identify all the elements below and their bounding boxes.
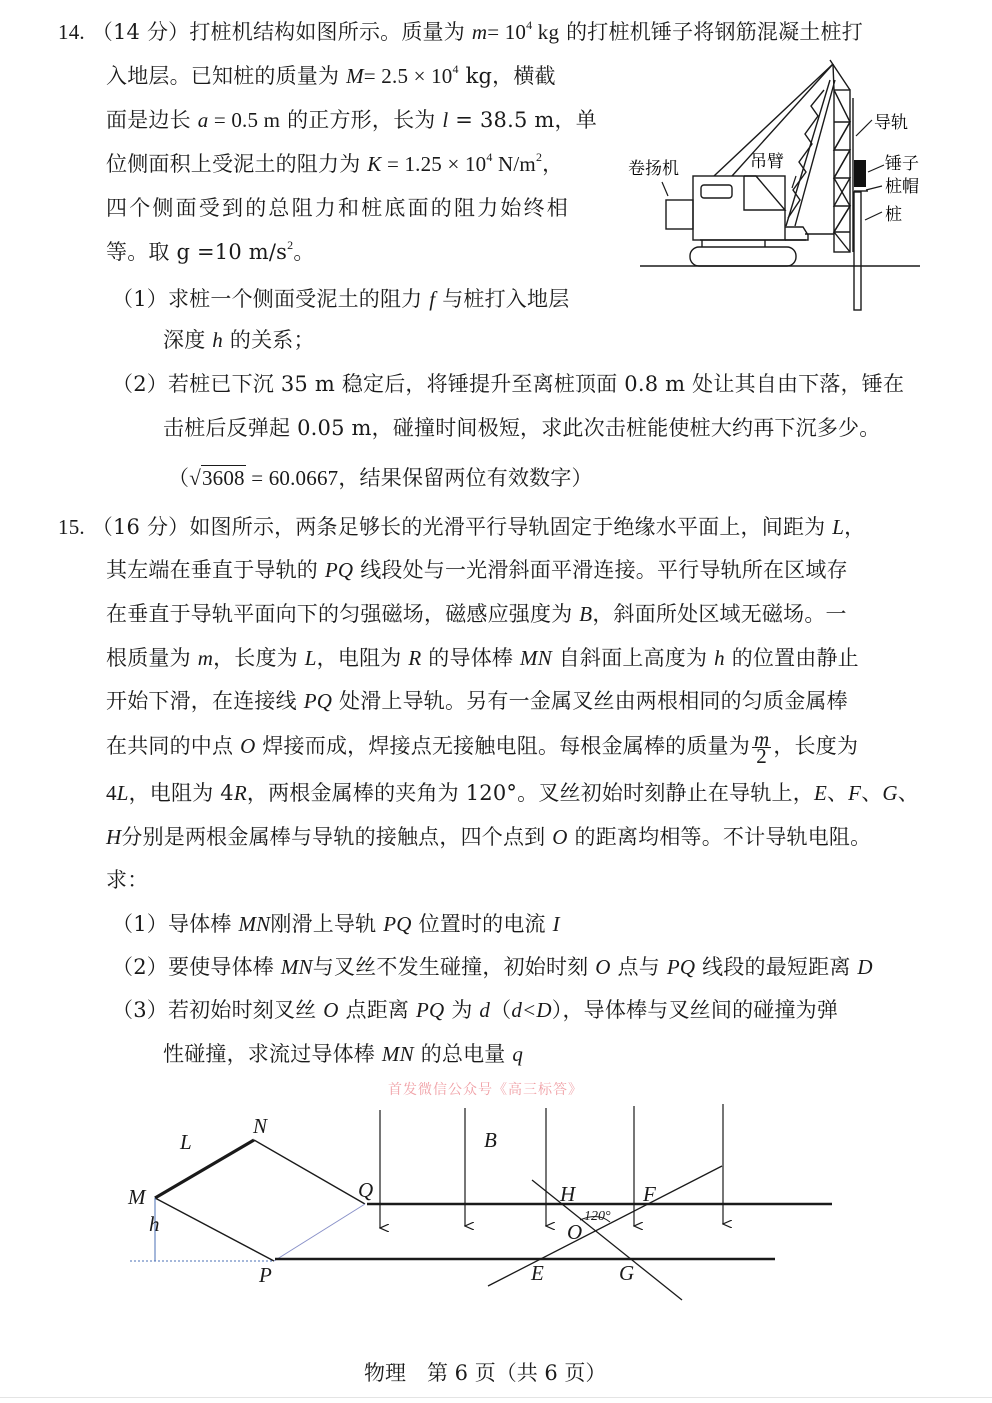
math-M-exp: 4 (452, 62, 459, 76)
math-m: m (471, 20, 488, 44)
q15-line7 (106, 779, 919, 807)
math-PQ: PQ (383, 912, 412, 936)
math-H: H (106, 825, 122, 849)
q15-line2 (106, 556, 848, 584)
q15-text: 线段的最短距离 (702, 955, 851, 979)
q14-sub1-text: 与桩打入地层 (442, 287, 570, 311)
q15-line9 (106, 866, 148, 894)
label-N: N (253, 1114, 268, 1138)
q14-sub2-text: 若桩已下沉 35 m 稳定后，将锤提升至离桩顶面 0.8 m 处让其自由下落，锤在 (167, 372, 905, 396)
label-h: h (149, 1212, 160, 1236)
math-K-unit: N/m (492, 152, 536, 176)
math-m-unit: kg (532, 20, 560, 44)
q14-sub2-label: （2） (112, 372, 168, 396)
q15-text: 如图所示，两条足够长的光滑平行导轨固定于绝缘水平面上，间距为 (189, 515, 826, 539)
label-M: M (128, 1185, 146, 1209)
hint-text: ，结果保留两位有效数字） (338, 466, 593, 490)
footer-rule (0, 1397, 992, 1398)
q14-line5 (106, 194, 570, 222)
math-m-exp: 4 (526, 18, 533, 32)
math-I: I (552, 912, 560, 936)
q15-text: 在垂直于导轨平面向下的匀强磁场，磁感应强度为 (106, 602, 573, 626)
q15-sub2-label: （2） (112, 955, 168, 979)
q14-sub2 (112, 370, 904, 398)
incline-edge-MP (155, 1198, 274, 1261)
math-m: m (197, 646, 214, 670)
math-K-exp: 4 (486, 150, 493, 164)
q14-sub1-line2 (163, 326, 315, 354)
label-G: G (619, 1261, 635, 1285)
q15-text: 的导体棒 (428, 646, 514, 670)
hint-paren: （ (168, 466, 190, 490)
label-rail: 导轨 (874, 113, 908, 133)
q15-text: 焊接而成，焊接点无接触电阻。每根金属棒的质量为 (262, 734, 750, 758)
math-B: B (579, 602, 593, 626)
crawler-track (690, 247, 796, 266)
q15-text: 为 (451, 998, 473, 1022)
q15-text: 的距离均相等。不计导轨电阻。 (574, 825, 872, 849)
q15-line3 (106, 600, 847, 628)
q15-text: 求： (106, 868, 149, 892)
q15-text: 开始下滑，在连接线 (106, 689, 297, 713)
q15-text: 自斜面上高度为 (558, 646, 708, 670)
math-L: L (116, 781, 129, 805)
math-O: O (323, 998, 339, 1022)
math-K: K (367, 152, 382, 176)
q15-text: ，长度为 (773, 734, 859, 758)
math-L: L (832, 515, 845, 539)
fork-rod-EF (488, 1166, 722, 1286)
q15-text: ，电阻为 4 (128, 781, 234, 805)
fraction-denominator: 2 (756, 744, 767, 768)
q15-text: 根质量为 (106, 646, 191, 670)
fraction-numerator: m (753, 727, 770, 751)
sqrt-expression: √3608 (189, 466, 245, 490)
math-f: f (429, 287, 436, 311)
math-h: h (714, 646, 725, 670)
math-g-exp: 2 (287, 238, 294, 252)
q14-text: ， (542, 152, 564, 176)
separator: 、 (861, 781, 883, 805)
math-l: l (442, 108, 449, 132)
fraction-m-over-2 (752, 727, 771, 768)
q15-text: 刚滑上导轨 (270, 912, 377, 936)
q15-line1 (58, 513, 865, 541)
math-E: E (813, 781, 827, 805)
math-d: d (479, 998, 491, 1022)
cab-window (701, 185, 732, 198)
label-L: L (180, 1130, 192, 1154)
q14-number: 14. (58, 20, 85, 44)
math-R: R (408, 646, 422, 670)
q14-sub1-text: 的关系； (229, 328, 315, 352)
label-F: F (643, 1182, 656, 1206)
math-l-eq: = 38.5 m，单 (448, 108, 597, 132)
pile (854, 192, 861, 310)
q15-text: 位置时的电流 (418, 912, 546, 936)
incline-edge-NQ (254, 1140, 365, 1204)
math-MN: MN (280, 955, 313, 979)
q15-line6 (106, 727, 859, 768)
label-P: P (259, 1263, 272, 1287)
q15-text: 点距离 (345, 998, 410, 1022)
q15-text: ，长度为 (213, 646, 298, 670)
q15-line5 (106, 687, 848, 715)
label-pile-cap: 桩帽 (885, 177, 919, 197)
q14-hint (168, 464, 593, 492)
pile-driver-figure (620, 50, 940, 320)
q15-text: ，两根金属棒的夹角为 120°。叉丝初始时刻静止在导轨上， (246, 781, 814, 805)
math-K-unit-exp: 2 (535, 150, 543, 164)
q15-text: 与叉丝不发生碰撞，初始时刻 (312, 955, 589, 979)
q15-text: 其左端在垂直于导轨的 (106, 558, 318, 582)
q14-line3 (106, 106, 597, 134)
segment-PQ (274, 1204, 365, 1261)
label-Q: Q (358, 1178, 374, 1202)
q15-sub3-label: （3） (112, 998, 168, 1022)
conductor-rod-MN (155, 1140, 254, 1198)
q14-text: 打桩机结构如图所示。质量为 (189, 20, 465, 44)
paren: （ (490, 998, 512, 1022)
q15-text: ，电阻为 (316, 646, 402, 670)
math-PQ: PQ (303, 689, 333, 713)
q14-sub2-text: 击桩后反弹起 0.05 m，碰撞时间极短，求此次击桩能使桩大约再下沉多少。 (163, 416, 881, 440)
label-E: E (531, 1261, 544, 1285)
math-a: a (197, 108, 209, 132)
q15-text: 在共同的中点 (106, 734, 234, 758)
math-MN: MN (520, 646, 552, 670)
label-O: O (567, 1220, 583, 1244)
q15-text: 要使导体棒 (167, 955, 274, 979)
math-R: R (233, 781, 247, 805)
math-D: D (857, 955, 873, 979)
math-a-eq: = 0.5 m (208, 108, 281, 132)
rail-fork-figure (120, 1100, 850, 1305)
watermark: 首发微信公众号《高三标答》 (388, 1082, 583, 1098)
separator: 、 (826, 781, 849, 805)
label-boom: 吊臂 (750, 152, 784, 172)
math-K-eq: = 1.25 × 10 (381, 152, 487, 176)
q15-text: 若初始时刻叉丝 (167, 998, 317, 1022)
q15-sub2 (112, 953, 873, 981)
page-footer: 物理 第 6 页（共 6 页） (364, 1361, 607, 1385)
label-hammer: 锤子 (885, 154, 919, 174)
q14-line2 (106, 62, 556, 90)
q15-sub1-label: （1） (112, 912, 168, 936)
q15-score: （16 分） (91, 515, 190, 539)
q15-text: ，斜面所处区域无磁场。一 (592, 602, 847, 626)
q15-text: 性碰撞，求流过导体棒 (163, 1042, 375, 1066)
q14-text: 四个侧面受到的总阻力和桩底面的阻力始终相 (106, 196, 570, 220)
math-m-eq: = 10 (487, 20, 527, 44)
q14-sub1-text: 求桩一个侧面受泥土的阻力 (167, 287, 423, 311)
q14-sub1 (112, 285, 569, 313)
math-condition: d<D (511, 998, 552, 1022)
q15-line4 (106, 644, 859, 672)
q15-line8 (106, 823, 871, 851)
math-G: G (882, 781, 898, 805)
q14-text: 的打桩机锤子将钢筋混凝土桩打 (566, 20, 863, 44)
q15-text: 的总电量 (420, 1042, 506, 1066)
q15-sub1 (112, 910, 560, 938)
math-4: 4 (106, 781, 117, 805)
math-MN: MN (238, 912, 271, 936)
q14-line1 (58, 18, 863, 46)
math-F: F (848, 781, 862, 805)
q15-text: 点与 (617, 955, 660, 979)
q15-number: 15. (58, 515, 85, 539)
q14-sub1-text: 深度 (163, 328, 206, 352)
math-PQ: PQ (416, 998, 445, 1022)
q14-score: （14 分） (91, 20, 190, 44)
paren: ） (551, 998, 563, 1022)
hammer (854, 160, 866, 187)
label-pile: 桩 (885, 205, 902, 225)
math-MN: MN (381, 1042, 414, 1066)
math-M-eq: = 2.5 × 10 (363, 64, 453, 88)
math-q: q (512, 1042, 524, 1066)
q14-text: 。 (293, 240, 315, 264)
math-O: O (552, 825, 568, 849)
q14-text: 等。取 g =10 m/s (106, 240, 288, 264)
math-O: O (595, 955, 611, 979)
q15-text: 线段处与一光滑斜面平滑连接。平行导轨所在区域存 (360, 558, 848, 582)
q15-sub3-line2 (163, 1040, 523, 1068)
q14-text: 入地层。已知桩的质量为 (106, 64, 340, 88)
winch (666, 200, 693, 229)
q15-text: ，导体棒与叉丝间的碰撞为弹 (562, 998, 839, 1022)
q15-text: ， (844, 515, 866, 539)
q14-line4 (106, 150, 563, 178)
math-h: h (212, 328, 223, 352)
math-PQ: PQ (324, 558, 354, 582)
q14-line6 (106, 238, 315, 266)
q14-text: 位侧面积上受泥土的阻力为 (106, 152, 361, 176)
q15-text: 分别是两根金属棒与导轨的接触点，四个点到 (121, 825, 546, 849)
q15-text: 的位置由静止 (731, 646, 859, 670)
label-winch: 卷扬机 (628, 159, 679, 179)
sqrt-radicand: 3608 (201, 466, 245, 490)
sqrt-value: = 60.0667 (245, 466, 339, 490)
math-M-unit: kg，横截 (458, 64, 556, 88)
q14-sub1-label: （1） (112, 287, 168, 311)
separator: 、 (897, 781, 919, 805)
q15-text: 导体棒 (167, 912, 232, 936)
q14-text: 的正方形，长为 (287, 108, 436, 132)
q14-text: 面是边长 (106, 108, 191, 132)
q15-text: 处滑上导轨。另有一金属叉丝由两根相同的匀质金属棒 (339, 689, 848, 713)
math-M: M (346, 64, 364, 88)
label-B: B (484, 1128, 497, 1152)
math-O: O (240, 734, 256, 758)
label-angle: 120° (584, 1209, 611, 1224)
math-L: L (304, 646, 317, 670)
label-H: H (560, 1182, 576, 1206)
math-PQ: PQ (666, 955, 696, 979)
q15-sub3 (112, 996, 838, 1024)
q14-sub2-line2 (163, 414, 880, 442)
